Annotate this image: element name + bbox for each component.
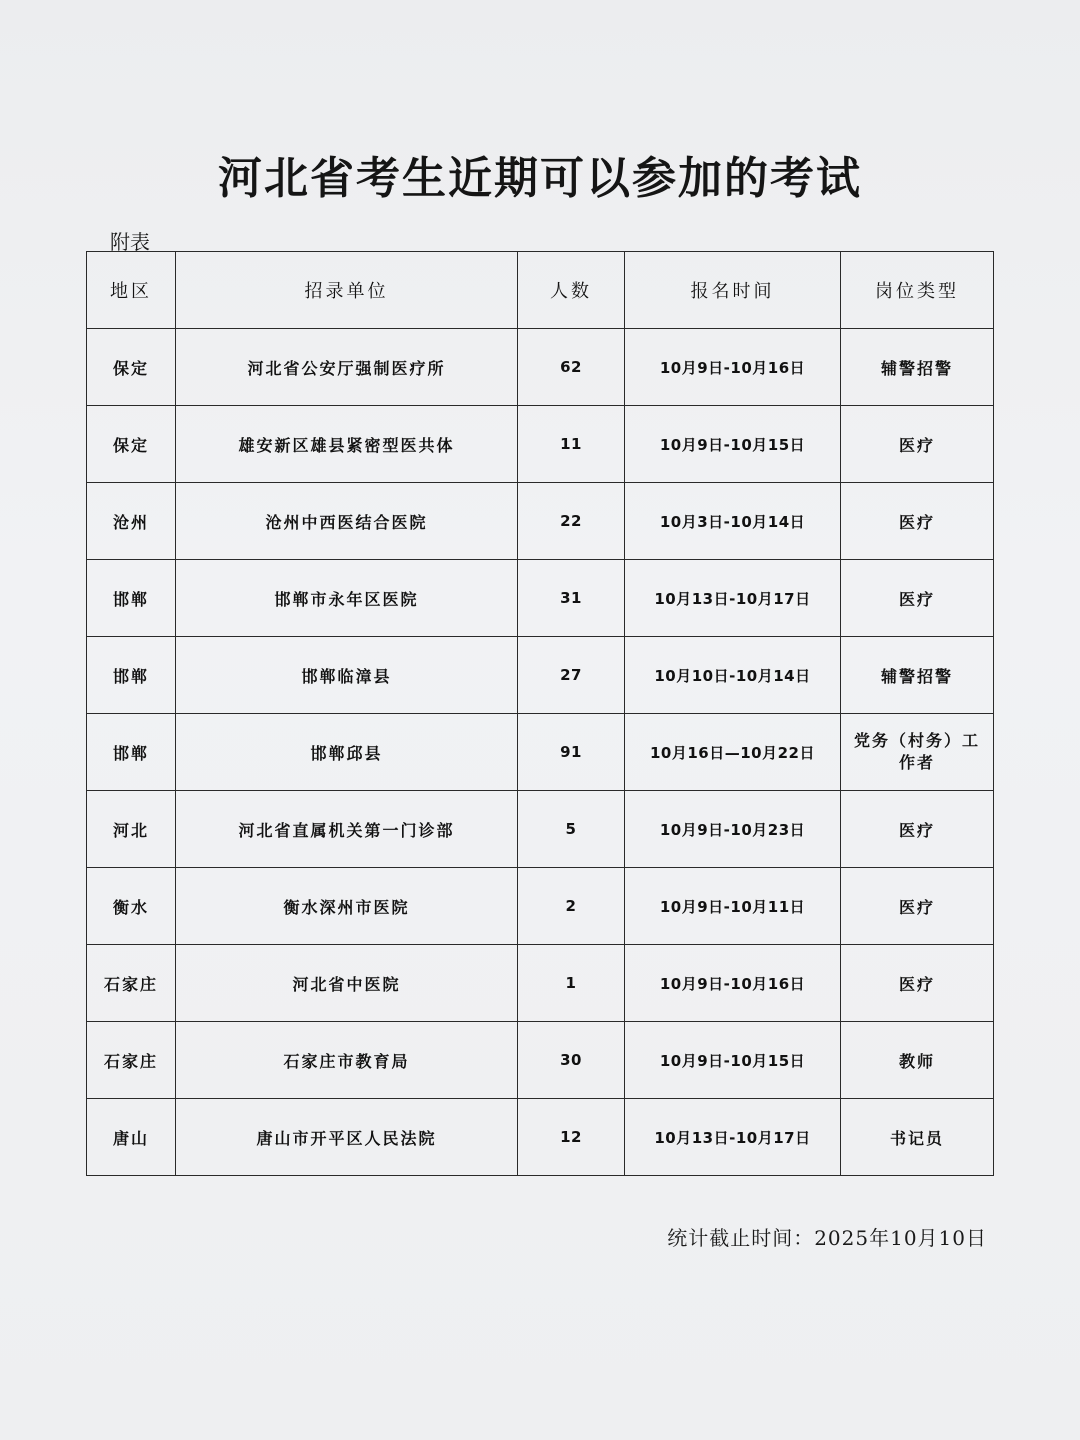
cell-region: 邯郸: [87, 637, 176, 714]
table-row: [87, 637, 994, 714]
cell-position-type: 医疗: [841, 483, 994, 560]
table-row: [87, 560, 994, 637]
cell-count: 27: [518, 637, 625, 714]
cell-count: 30: [518, 1022, 625, 1099]
cell-position-type: 辅警招警: [841, 329, 994, 406]
table-row: [87, 791, 994, 868]
cell-registration: 10月9日-10月16日: [625, 945, 841, 1022]
header-region: 地区: [87, 252, 176, 329]
cell-unit: 雄安新区雄县紧密型医共体: [176, 406, 518, 483]
cell-count: 62: [518, 329, 625, 406]
table-row: [87, 868, 994, 945]
cell-count: 22: [518, 483, 625, 560]
cell-unit: 河北省直属机关第一门诊部: [176, 791, 518, 868]
cell-region: 衡水: [87, 868, 176, 945]
table-row: [87, 329, 994, 406]
cell-unit: 河北省中医院: [176, 945, 518, 1022]
cell-registration: 10月9日-10月16日: [625, 329, 841, 406]
cell-count: 1: [518, 945, 625, 1022]
cell-count: 5: [518, 791, 625, 868]
cell-position-type: 辅警招警: [841, 637, 994, 714]
cell-position-type: 教师: [841, 1022, 994, 1099]
cell-registration: 10月3日-10月14日: [625, 483, 841, 560]
cell-unit: 沧州中西医结合医院: [176, 483, 518, 560]
header-position-type: 岗位类型: [841, 252, 994, 329]
cell-registration: 10月16日—10月22日: [625, 714, 841, 791]
cell-position-type: 医疗: [841, 868, 994, 945]
table-row: [87, 406, 994, 483]
table-row: [87, 1022, 994, 1099]
cell-count: 91: [518, 714, 625, 791]
cell-region: 石家庄: [87, 945, 176, 1022]
cell-unit: 邯郸市永年区医院: [176, 560, 518, 637]
cell-registration: 10月9日-10月15日: [625, 406, 841, 483]
cell-unit: 衡水深州市医院: [176, 868, 518, 945]
cell-unit: 河北省公安厅强制医疗所: [176, 329, 518, 406]
cell-position-type: 医疗: [841, 945, 994, 1022]
cell-unit: 石家庄市教育局: [176, 1022, 518, 1099]
cell-count: 12: [518, 1099, 625, 1176]
cell-unit: 唐山市开平区人民法院: [176, 1099, 518, 1176]
cell-region: 邯郸: [87, 560, 176, 637]
table-row: [87, 945, 994, 1022]
header-count: 人数: [518, 252, 625, 329]
cell-position-type: 医疗: [841, 560, 994, 637]
cell-region: 沧州: [87, 483, 176, 560]
cell-region: 河北: [87, 791, 176, 868]
cell-registration: 10月13日-10月17日: [625, 1099, 841, 1176]
cell-position-type: 书记员: [841, 1099, 994, 1176]
cutoff-date-note: 统计截止时间：2025年10月10日: [667, 1226, 987, 1250]
header-registration: 报名时间: [625, 252, 841, 329]
cell-position-type: 医疗: [841, 406, 994, 483]
cell-region: 石家庄: [87, 1022, 176, 1099]
exam-table: [86, 251, 994, 1176]
table-header-row: [87, 252, 994, 329]
cell-registration: 10月9日-10月11日: [625, 868, 841, 945]
cell-position-type: 医疗: [841, 791, 994, 868]
table-row: [87, 714, 994, 791]
cell-registration: 10月13日-10月17日: [625, 560, 841, 637]
appendix-label: 附表: [110, 230, 150, 254]
page-title: 河北省考生近期可以参加的考试: [218, 153, 862, 204]
cell-unit: 邯郸临漳县: [176, 637, 518, 714]
table-row: [87, 483, 994, 560]
table-row: [87, 1099, 994, 1176]
cell-region: 保定: [87, 406, 176, 483]
cell-count: 31: [518, 560, 625, 637]
cell-count: 11: [518, 406, 625, 483]
cell-position-type: 党务（村务）工作者: [841, 714, 994, 791]
cell-region: 保定: [87, 329, 176, 406]
cell-registration: 10月9日-10月15日: [625, 1022, 841, 1099]
cell-registration: 10月10日-10月14日: [625, 637, 841, 714]
header-unit: 招录单位: [176, 252, 518, 329]
cell-region: 唐山: [87, 1099, 176, 1176]
cell-region: 邯郸: [87, 714, 176, 791]
cell-unit: 邯郸邱县: [176, 714, 518, 791]
cell-count: 2: [518, 868, 625, 945]
cell-registration: 10月9日-10月23日: [625, 791, 841, 868]
